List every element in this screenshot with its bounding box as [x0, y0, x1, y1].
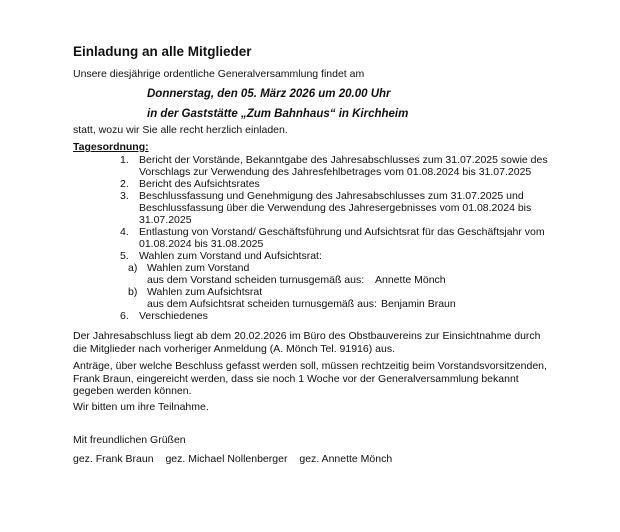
agenda-subitem-title: Wahlen zum Vorstand	[147, 262, 250, 274]
signature: gez. Michael Nollenberger	[165, 453, 288, 465]
participation-text: Wir bitten um ihre Teilnahme.	[73, 401, 209, 413]
paragraph-line: Der Jahresabschluss liegt ab dem 20.02.2026 im Büro des Obstbauvereins zur Einsichtnahme durch	[73, 330, 541, 342]
signature-line	[73, 453, 401, 465]
agenda-item-text: Bericht des Aufsichtsrates	[139, 178, 260, 190]
paragraph-line: Frank Braun, eingereicht werden, dass sie noch 1 Woche vor der Generalversammlung bekannt	[73, 372, 519, 385]
agenda-item-number: 3.	[120, 190, 129, 202]
motions-paragraph	[73, 360, 553, 398]
agenda-item-text: Verschiedenes	[139, 310, 208, 322]
annual-report-paragraph	[73, 330, 553, 355]
agenda-subitem-detail: aus dem Aufsichtsrat scheiden turnusgemäß aus:	[147, 298, 377, 310]
paragraph-line: Anträge, über welche Beschluss gefasst werden soll, müssen rechtzeitig beim Vorstandsvorsitzenden,	[73, 360, 547, 372]
agenda-item-text: 01.08.2024 bis 31.08.2025	[139, 238, 264, 250]
agenda-item-text: Wahlen zum Vorstand und Aufsichtsrat:	[139, 250, 322, 262]
agenda-item-number: 6.	[120, 310, 129, 322]
greeting-text: Mit freundlichen Grüßen	[73, 434, 186, 446]
document-title: Einladung an alle Mitglieder	[73, 44, 252, 59]
agenda-subitem-name: Annette Mönch	[375, 274, 446, 286]
agenda-item-text: Vorschlags zur Verwendung des Jahresfehlbetrages vom 01.08.2024 bis 31.07.2025	[139, 166, 532, 178]
agenda-item-text: Beschlussfassung über die Verwendung des Jahresergebnisses vom 01.08.2024 bis	[139, 202, 532, 214]
agenda-item-number: 1.	[120, 154, 129, 166]
event-location: in der Gaststätte „Zum Bahnhaus“ in Kirchheim	[147, 108, 409, 120]
paragraph-line: die Mitglieder nach vorheriger Anmeldung (A. Mönch Tel. 91916) aus.	[73, 342, 395, 355]
agenda-subitem-detail: aus dem Vorstand scheiden turnusgemäß aus:	[147, 274, 365, 286]
agenda-item-number: 2.	[120, 178, 129, 190]
closing-intro-text: statt, wozu wir Sie alle recht herzlich einladen.	[73, 124, 288, 136]
agenda-subitem-letter: a)	[128, 262, 138, 274]
paragraph-line: gegeben werden können.	[73, 385, 192, 397]
agenda-subitem-letter: b)	[128, 286, 138, 298]
agenda-item-text: Entlastung von Vorstand/ Geschäftsführung und Aufsichtsrat für das Geschäftsjahr vom	[139, 226, 545, 238]
agenda-item-number: 5.	[120, 250, 129, 262]
intro-text: Unsere diesjährige ordentliche Generalversammlung findet am	[73, 68, 365, 80]
signature: gez. Frank Braun	[73, 453, 154, 465]
agenda-item-text: Bericht der Vorstände, Bekanntgabe des Jahresabschlusses zum 31.07.2025 sowie des	[139, 154, 548, 166]
agenda-subitem-title: Wahlen zum Aufsichtsrat	[147, 286, 263, 298]
agenda-item-text: 31.07.2025	[139, 214, 192, 226]
agenda-heading: Tagesordnung:	[73, 141, 149, 153]
agenda-item-text: Beschlussfassung und Genehmigung des Jahresabschlusses zum 31.07.2025 und	[139, 190, 524, 202]
agenda-item-number: 4.	[120, 226, 129, 238]
agenda-subitem-name: Benjamin Braun	[381, 298, 456, 310]
event-date: Donnerstag, den 05. März 2026 um 20.00 Uhr	[147, 88, 391, 100]
signature: gez. Annette Mönch	[299, 453, 393, 465]
